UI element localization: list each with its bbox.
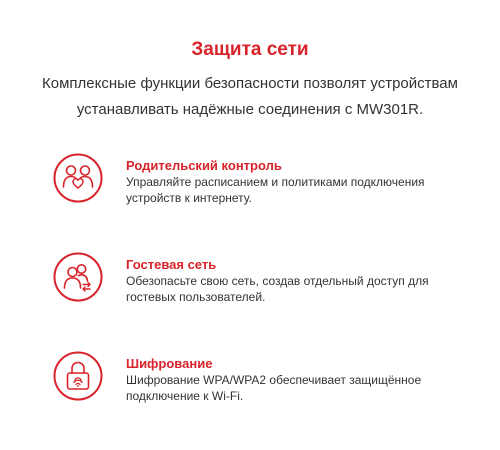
- guest-network-icon: [52, 251, 104, 303]
- section-subtitle: Комплексные функции безопасности позволят устройствам устанавливать надёжные соединения с MW301R.: [42, 75, 458, 118]
- feature-title: Родительский контроль: [126, 158, 282, 173]
- feature-description: Управляйте расписанием и политиками подключения устройств к интернету.: [126, 175, 425, 205]
- section-title: Защита сети: [191, 39, 309, 60]
- feature-description: Шифрование WPA/WPA2 обеспечивает защищённое подключение к Wi-Fi.: [126, 373, 422, 403]
- feature-title: Шифрование: [126, 356, 213, 371]
- feature-title: Гостевая сеть: [126, 257, 217, 272]
- encryption-lock-icon: [52, 350, 104, 402]
- feature-parental-control: [52, 152, 472, 212]
- feature-description: Обезопасьте свою сеть, создав отдельный доступ для гостевых пользователей.: [126, 274, 429, 304]
- parental-control-icon: [52, 152, 104, 204]
- feature-guest-network: [52, 251, 472, 311]
- feature-encryption: [52, 350, 472, 410]
